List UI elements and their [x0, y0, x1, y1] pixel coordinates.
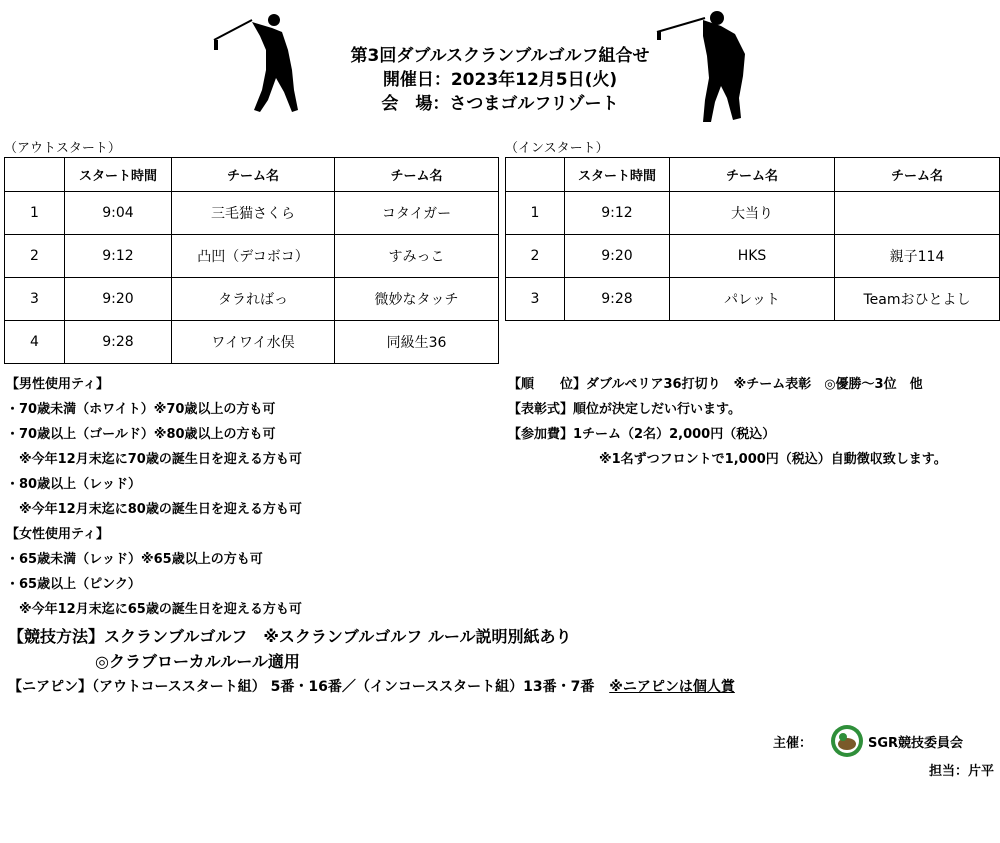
column-header — [5, 158, 65, 192]
column-header — [506, 158, 565, 192]
group-number: 2 — [5, 235, 65, 278]
host — [773, 724, 963, 758]
column-header: チーム名 — [835, 158, 1000, 192]
rule-note-line: 【参加費】1チーム（2名）2,000円（税込） — [508, 427, 776, 442]
tee-note-line: ・70歳未満（ホワイト）※70歳以上の方も可 — [6, 402, 276, 417]
start-time: 9:28 — [65, 321, 172, 364]
start-time: 9:12 — [65, 235, 172, 278]
group-number: 1 — [506, 192, 565, 235]
tee-note-line: ・65歳未満（レッド）※65歳以上の方も可 — [6, 552, 263, 567]
contact-person: 担当：片平 — [928, 764, 994, 779]
tee-note-line: ※今年12月末迄に80歳の誕生日を迎える方も可 — [6, 502, 302, 517]
in-start-label: （インスタート） — [505, 141, 609, 156]
event-venue: 会 場：さつまゴルフリゾート — [381, 94, 619, 114]
table-row — [506, 235, 1000, 278]
start-time: 9:28 — [565, 278, 670, 321]
out-start-table — [4, 157, 499, 364]
table-row — [506, 192, 1000, 235]
group-number: 3 — [506, 278, 565, 321]
page-title — [0, 44, 1000, 116]
table-header-row — [5, 158, 499, 192]
start-time: 9:20 — [565, 235, 670, 278]
tee-note-line: ・70歳以上（ゴールド）※80歳以上の方も可 — [6, 427, 276, 442]
table-row — [506, 278, 1000, 321]
start-time: 9:04 — [65, 192, 172, 235]
team-name — [835, 192, 1000, 235]
host-name: SGR競技委員会 — [868, 735, 964, 751]
tee-note-line: 【女性使用ティ】 — [6, 527, 109, 542]
team-name: Teamおひとよし — [835, 278, 1000, 321]
tee-note-line: ・80歳以上（レッド） — [6, 477, 141, 492]
column-header: チーム名 — [670, 158, 835, 192]
start-time: 9:12 — [565, 192, 670, 235]
team-name: パレット — [670, 278, 835, 321]
near-pin — [8, 675, 735, 700]
table-row — [5, 278, 499, 321]
column-header: スタート時間 — [565, 158, 670, 192]
tee-note-line: ・65歳以上（ピンク） — [6, 577, 141, 592]
club-logo-icon — [830, 724, 864, 758]
team-name: 凸凹（デコボコ） — [172, 235, 335, 278]
tee-notes — [6, 372, 302, 622]
team-name: タラればっ — [172, 278, 335, 321]
team-name: 親子114 — [835, 235, 1000, 278]
tee-note-line: 【男性使用ティ】 — [6, 377, 109, 392]
table-row — [5, 192, 499, 235]
team-name: 同級生36 — [335, 321, 499, 364]
table-header-row — [506, 158, 1000, 192]
team-name: 大当り — [670, 192, 835, 235]
rule-notes — [508, 372, 947, 472]
near-pin-holes: 【ニアピン】（アウトコーススタート組） 5番・16番／（インコーススタート組）13番・7番 — [8, 679, 595, 695]
team-name: 微妙なタッチ — [335, 278, 499, 321]
table-row — [5, 321, 499, 364]
column-header: チーム名 — [172, 158, 335, 192]
near-pin-note: ※ニアピンは個人賞 — [609, 679, 735, 695]
group-number: 2 — [506, 235, 565, 278]
competition-method: 【競技方法】スクランブルゴルフ ※スクランブルゴルフ ルール説明別紙あり — [8, 627, 572, 646]
start-time: 9:20 — [65, 278, 172, 321]
column-header: スタート時間 — [65, 158, 172, 192]
local-rule: ◎クラブローカルルール適用 — [95, 652, 300, 671]
rule-note-line: 【順 位】ダブルペリア36打切り ※チーム表彰 ◎優勝～3位 他 — [508, 377, 923, 392]
title-line-1: 第3回ダブルスクランブルゴルフ組合せ — [350, 46, 650, 66]
out-start-label: （アウトスタート） — [4, 141, 121, 156]
group-number: 4 — [5, 321, 65, 364]
rule-note-line: 【表彰式】順位が決定しだい行います。 — [508, 402, 741, 417]
tee-note-line: ※今年12月末迄に70歳の誕生日を迎える方も可 — [6, 452, 302, 467]
column-header: チーム名 — [335, 158, 499, 192]
group-number: 1 — [5, 192, 65, 235]
table-row — [5, 235, 499, 278]
team-name: ワイワイ水俣 — [172, 321, 335, 364]
group-number: 3 — [5, 278, 65, 321]
team-name: コタイガー — [335, 192, 499, 235]
tee-note-line: ※今年12月末迄に65歳の誕生日を迎える方も可 — [6, 602, 302, 617]
in-start-table — [505, 157, 1000, 321]
team-name: HKS — [670, 235, 835, 278]
rule-note-line: ※1名ずつフロントで1,000円（税込）自動徴収致します。 — [508, 452, 947, 467]
host-label: 主催： — [773, 735, 813, 751]
team-name: 三毛猫さくら — [172, 192, 335, 235]
event-date: 開催日：2023年12月5日(火) — [382, 70, 618, 90]
team-name: すみっこ — [335, 235, 499, 278]
